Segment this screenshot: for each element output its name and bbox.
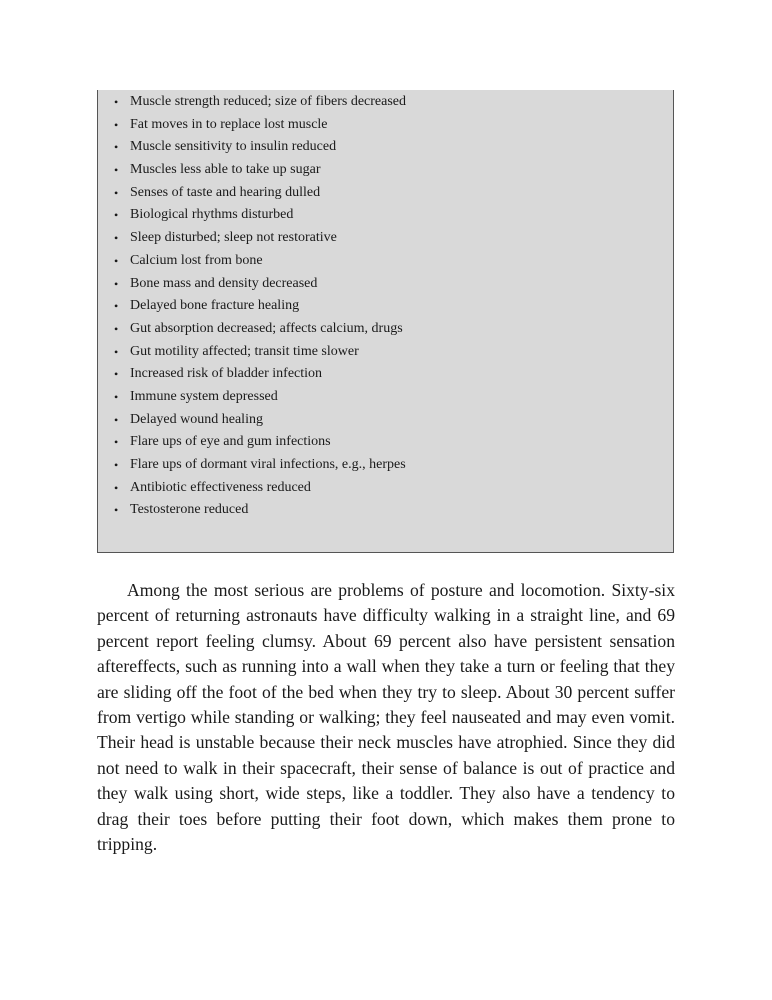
list-item-text: Muscle sensitivity to insulin reduced (130, 139, 337, 155)
bullet-icon: • (114, 480, 119, 495)
list-item-text: Fat moves in to replace lost muscle (130, 116, 328, 132)
bullet-icon: • (114, 299, 119, 314)
list-item-text: Gut motility affected; transit time slower (130, 343, 359, 359)
list-item-text: Biological rhythms disturbed (130, 207, 294, 223)
list-item-text: Increased risk of bladder infection (130, 366, 323, 382)
list-item (114, 91, 406, 114)
list-item (114, 454, 406, 477)
bullet-icon: • (114, 458, 119, 472)
body-paragraph: Among the most serious are problems of posture and locomotion. Sixty-six percent of returning astronauts have difficulty walking in a straight line, and 69 percent report feeling clumsy. About 69 percent also have persistent sensation aftereffects, such as running into a wall when they take a turn or feeling that they are sliding off the foot of the bed when they try to sleep. About 30 percent suffer from vertigo while standing or walking; they feel nauseated and may even vomit. Their head is unstable because their neck muscles have atrophied. Since they did not need to walk in their spacecraft, their sense of balance is out of practice and they walk using short, wide steps, like a toddler. They also have a tendency to drag their toes before putting their foot down, which makes them prone to tripping. (97, 580, 675, 855)
bullet-icon: • (114, 412, 119, 427)
bullet-icon: • (114, 231, 119, 246)
bullet-icon: • (114, 117, 119, 132)
bullet-icon: • (114, 344, 119, 359)
effects-sidebar-box (97, 90, 674, 553)
bullet-icon: • (114, 208, 119, 223)
list-item-text: Muscles less able to take up sugar (130, 162, 321, 178)
list-item-text: Sleep disturbed; sleep not restorative (130, 230, 337, 246)
bullet-icon: • (114, 163, 119, 178)
bullet-icon: • (114, 367, 119, 382)
bullet-icon: • (114, 389, 119, 404)
list-item (114, 295, 406, 318)
list-item-text: Delayed wound healing (130, 411, 263, 427)
list-item-text: Flare ups of eye and gum infections (130, 434, 331, 450)
bullet-icon: • (114, 435, 119, 450)
bullet-icon: • (114, 185, 119, 200)
list-item (114, 136, 406, 159)
list-item-text: Gut absorption decreased; affects calcium, drugs (130, 320, 403, 336)
effects-list (114, 91, 406, 522)
list-item-text: Bone mass and density decreased (130, 275, 318, 291)
list-item-text: Immune system depressed (130, 388, 278, 404)
list-item (114, 363, 406, 386)
list-item-text: Senses of taste and hearing dulled (130, 184, 321, 200)
list-item (114, 499, 406, 522)
list-item-text: Delayed bone fracture healing (130, 298, 300, 314)
list-item (114, 409, 406, 432)
list-item (114, 318, 406, 341)
bullet-icon: • (114, 140, 119, 155)
list-item-text: Calcium lost from bone (130, 252, 263, 268)
bullet-icon: • (114, 321, 119, 336)
list-item-text: Flare ups of dormant viral infections, e.g., herpes (130, 457, 406, 472)
list-item (114, 250, 406, 273)
list-item (114, 477, 406, 500)
bullet-icon: • (114, 95, 119, 109)
list-item-text: Testosterone reduced (130, 502, 249, 518)
list-item (114, 273, 406, 296)
list-item (114, 159, 406, 182)
list-item-text: Muscle strength reduced; size of fibers decreased (130, 94, 406, 109)
list-item (114, 227, 406, 250)
list-item-text: Antibiotic effectiveness reduced (130, 479, 311, 495)
list-item (114, 182, 406, 205)
bullet-icon: • (114, 503, 119, 518)
list-item (114, 114, 406, 137)
list-item (114, 341, 406, 364)
list-item (114, 431, 406, 454)
bullet-icon: • (114, 276, 119, 291)
list-item (114, 386, 406, 409)
bullet-icon: • (114, 253, 119, 268)
list-item (114, 204, 406, 227)
